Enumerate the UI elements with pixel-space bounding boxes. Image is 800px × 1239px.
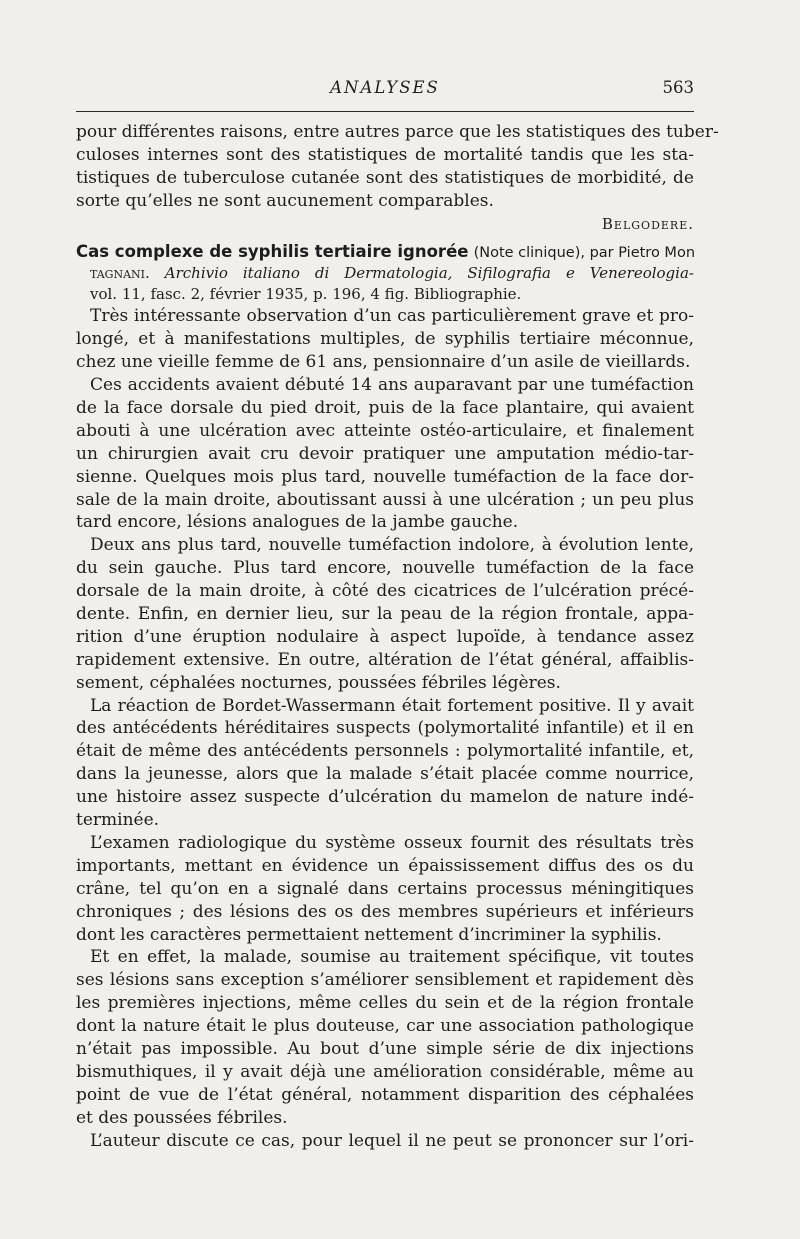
text-line: rapidement extensive. En outre, altération de l’état général, affaiblis- <box>76 649 694 670</box>
text-line: culoses internes sont des statistiques de mortalité tandis que les sta- <box>76 144 694 165</box>
article-citation-line-2: vol. 11, fasc. 2, février 1935, p. 196, 4 fig. Bibliographie. <box>90 285 522 304</box>
text-line: sorte qu’elles ne sont aucunement comparables. <box>76 190 494 211</box>
text-line: abouti à une ulcération avec atteinte ostéo-articulaire, et finalement <box>76 420 694 441</box>
article-journal-suffix: - <box>688 264 694 283</box>
running-title: ANALYSES <box>330 78 440 97</box>
page-number: 563 <box>662 78 694 97</box>
text-line: sale de la main droite, aboutissant aussi à une ulcération ; un peu plus <box>76 489 694 510</box>
text-line: Ces accidents avaient débuté 14 ans auparavant par une tuméfaction <box>90 375 694 396</box>
text-line: L’examen radiologique du système osseux fournit des résultats très <box>90 832 694 853</box>
paragraph <box>76 305 694 374</box>
paragraph <box>76 374 694 534</box>
text-line: du sein gauche. Plus tard encore, nouvelle tuméfaction de la face <box>76 558 694 579</box>
text-line: rition d’une éruption nodulaire à aspect lupoïde, à tendance assez <box>76 626 694 647</box>
paragraph <box>76 534 694 694</box>
text-line: tistiques de tuberculose cutanée sont des statistiques de morbidité, de <box>76 167 694 188</box>
text-line: pour différentes raisons, entre autres parce que les statistiques des tuber- <box>76 122 719 142</box>
text-line: Deux ans plus tard, nouvelle tuméfaction indolore, à évolution lente, <box>90 535 694 556</box>
paragraph <box>76 946 694 1129</box>
text-line: les premières injections, même celles du sein et de la région frontale <box>76 993 694 1014</box>
text-line: bismuthiques, il y avait déjà une amélioration considérable, même au <box>76 1061 694 1082</box>
intro-paragraph <box>76 121 719 213</box>
text-line: dans la jeunesse, alors que la malade s’était placée comme nourrice, <box>76 764 694 785</box>
paragraph <box>76 695 694 832</box>
text-line: une histoire assez suspecte d’ulcération du mamelon de nature indé- <box>76 787 694 808</box>
article-citation-line-1 <box>76 263 694 284</box>
article-title-line <box>76 241 694 263</box>
article-heading <box>76 241 694 305</box>
text-line: chroniques ; des lésions des os des membres supérieurs et inférieurs <box>76 901 694 922</box>
signature: Belgodere. <box>601 214 694 233</box>
article-journal: Archivio italiano di Dermatologia, Sifilografia e Venereologia <box>164 264 689 283</box>
body-text <box>76 121 719 1152</box>
paragraph <box>76 1130 694 1153</box>
paragraph <box>76 832 694 946</box>
text-line: dont la nature était le plus douteuse, car une association pathologique <box>76 1016 694 1037</box>
text-line: crâne, tel qu’on en a signalé dans certains processus méningitiques <box>76 878 694 899</box>
text-line: sienne. Quelques mois plus tard, nouvelle tuméfaction de la face dor- <box>76 466 694 487</box>
text-line: terminée. <box>76 810 160 831</box>
page-header <box>76 78 694 102</box>
text-line: dente. Enfin, en dernier lieu, sur la peau de la région frontale, appa- <box>76 604 694 625</box>
text-line: dont les caractères permettaient nettement d’incriminer la syphilis. <box>76 924 662 945</box>
text-line: L’auteur discute ce cas, pour lequel il ne peut se prononcer sur l’ori- <box>90 1130 694 1151</box>
text-line: chez une vieille femme de 61 ans, pensionnaire d’un asile de vieillards. <box>76 352 691 373</box>
text-line: n’était pas impossible. Au bout d’une simple série de dix injections <box>76 1038 694 1059</box>
article-author-cont: tagnani. <box>90 264 150 283</box>
text-line: Et en effet, la malade, soumise au traitement spécifique, vit toutes <box>90 947 694 968</box>
text-line: Très intéressante observation d’un cas particulièrement grave et pro- <box>90 306 694 327</box>
text-line: point de vue de l’état général, notamment disparition des céphalées <box>76 1084 694 1105</box>
text-line: des antécédents héréditaires suspects (polymortalité infantile) et il en <box>76 718 694 739</box>
text-line: tard encore, lésions analogues de la jambe gauche. <box>76 512 519 533</box>
article-body <box>76 305 694 1152</box>
text-line: était de même des antécédents personnels : polymortalité infantile, et, <box>76 741 694 762</box>
text-line: de la face dorsale du pied droit, puis de la face plantaire, qui avaient <box>76 398 694 419</box>
text-line: longé, et à manifestations multiples, de syphilis tertiaire méconnue, <box>76 329 694 350</box>
text-line: un chirurgien avait cru devoir pratiquer une amputation médio-tar- <box>76 443 694 464</box>
article-title: Cas complexe de syphilis tertiaire ignorée <box>76 242 469 262</box>
text-line: et des poussées fébriles. <box>76 1107 288 1128</box>
text-line: sement, céphalées nocturnes, poussées fébriles légères. <box>76 672 561 693</box>
text-line: dorsale de la main droite, à côté des cicatrices de l’ulcération précé- <box>76 581 694 602</box>
text-line: ses lésions sans exception s’améliorer sensiblement et rapidement dès <box>76 970 694 991</box>
text-line: La réaction de Bordet-Wassermann était fortement positive. Il y avait <box>90 695 694 716</box>
text-line: importants, mettant en évidence un épaississement diffus des os du <box>76 855 694 876</box>
article-title-note: (Note clinique), par Pietro Mon <box>473 245 696 262</box>
header-rule <box>76 111 694 112</box>
